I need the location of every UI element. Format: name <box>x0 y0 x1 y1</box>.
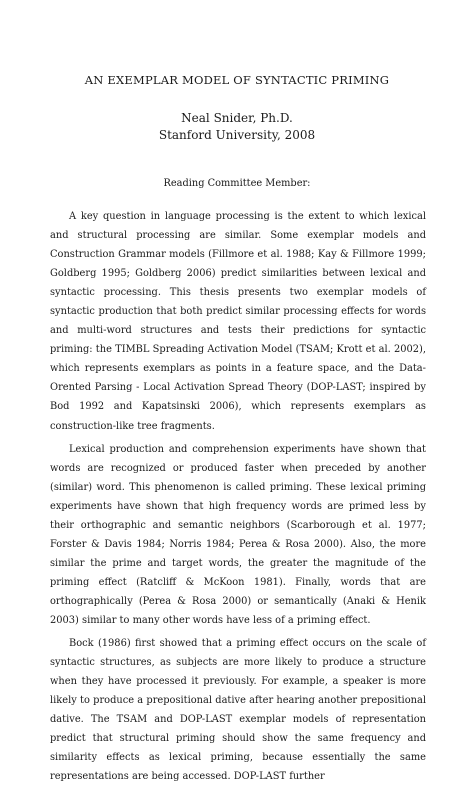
author-name: Neal Snider, Ph.D. <box>181 111 293 125</box>
affiliation-line: Stanford University, 2008 <box>158 128 316 142</box>
abstract-paragraph: Bock (1986) first showed that a priming effect occurs on the scale of syntactic structures, as subjects are more likely to produce a structure when they have processed it previously. For example, a speaker is more likely to produce a prepositional dative after hearing another prepositional dative. The TSAM and DOP-LAST exemplar models of representation predict that structural priming should show the same frequency and similarity effects as lexical priming, because essentially the same representations are being accessed. DOP-LAST further <box>50 638 426 783</box>
abstract-body <box>50 207 426 786</box>
page-title: AN EXEMPLAR MODEL OF SYNTACTIC PRIMING <box>84 73 390 87</box>
committee-label: Reading Committee Member: <box>163 178 311 189</box>
abstract-paragraph: A key question in language processing is the extent to which lexical and structural processing are similar. Some exemplar models and Construction Grammar models (Fillmore et al. 1988; Kay & Fillmore 1999; Goldberg 1995; Goldberg 2006) predict similarities between lexical and syntactic processing. This thesis presents two exemplar models of syntactic production that both predict similar processing effects for words and multi-word structures and tests their predictions for syntactic priming: the TIMBL Spreading Activation Model (TSAM; Krott et al. 2002), which represents exemplars as points in a feature space, and the Data-Orented Parsing - Local Activation Spread Theory (DOP-LAST; inspired by Bod 1992 and Kapatsinski 2006), which represents exemplars as construction-like tree fragments. <box>50 211 426 432</box>
abstract-paragraph: Lexical production and comprehension experiments have shown that words are recognized or produced faster when preceded by another (similar) word. This phenomenon is called priming. These lexical priming experiments have shown that high frequency words are primed less by their orthographic and semantic neighbors (Scarborough et al. 1977; Forster & Davis 1984; Norris 1984; Perea & Rosa 2000). Also, the more similar the prime and target words, the greater the magnitude of the priming effect (Ratcliff & McKoon 1981). Finally, words that are orthographically (Perea & Rosa 2000) or semantically (Anaki & Henik 2003) similar to many other words have less of a priming effect. <box>50 443 426 626</box>
